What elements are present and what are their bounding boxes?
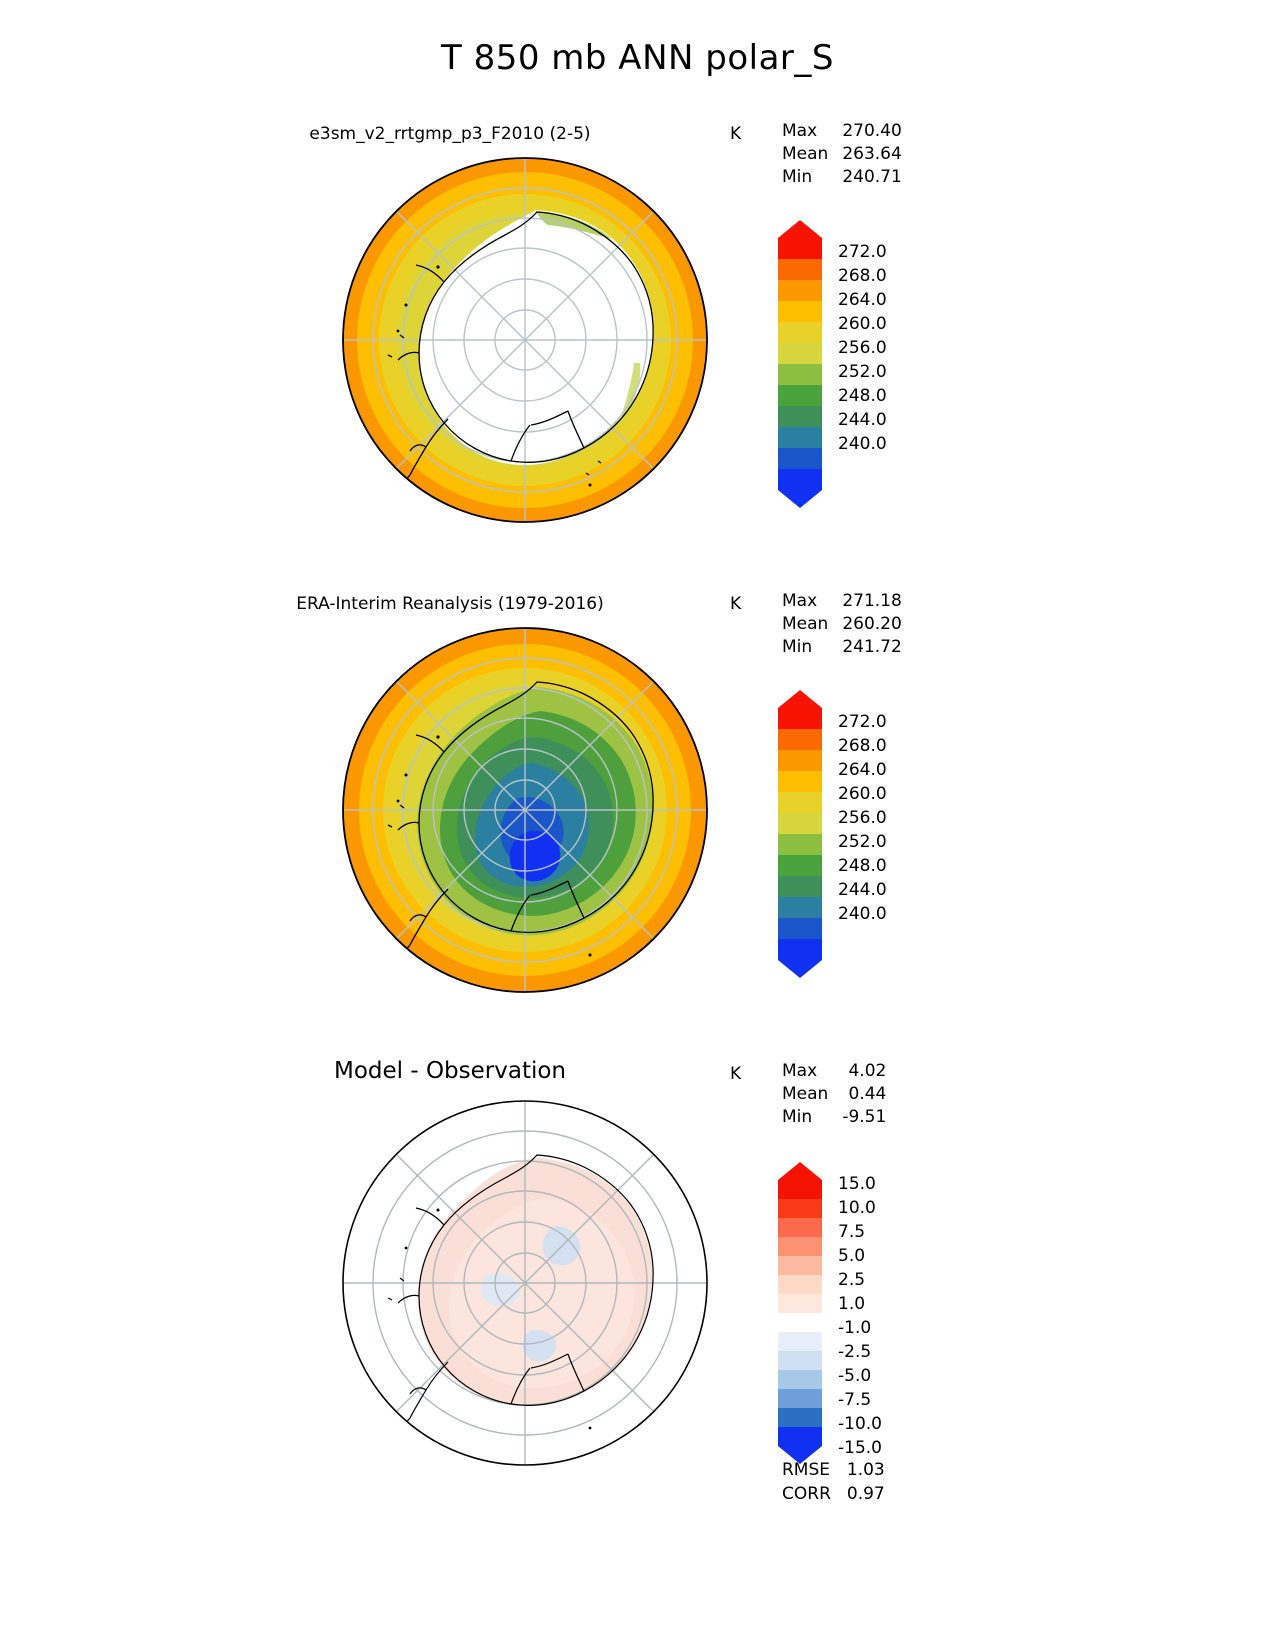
colorbar-extend-low xyxy=(778,960,822,978)
colorbar-segment xyxy=(778,469,822,490)
colorbar-segment xyxy=(778,238,822,259)
colorbar-tick: 15.0 xyxy=(838,1174,876,1194)
colorbar-segment xyxy=(778,1294,822,1313)
colorbar-tick: 1.0 xyxy=(838,1294,866,1314)
colorbar-segment xyxy=(778,280,822,301)
colorbar-segment xyxy=(778,427,822,448)
colorbar-tick: 240.0 xyxy=(838,904,887,924)
colorbar-segment xyxy=(778,1256,822,1275)
colorbar-difference xyxy=(778,1162,822,1464)
colorbar-tick: 272.0 xyxy=(838,712,887,732)
colorbar-tick: 248.0 xyxy=(838,856,887,876)
colorbar-segment xyxy=(778,301,822,322)
stat-value: 241.72 xyxy=(842,637,902,657)
colorbar-segment xyxy=(778,259,822,280)
stat-row xyxy=(782,166,902,189)
colorbar-segment xyxy=(778,939,822,960)
panel-observation-title: ERA-Interim Reanalysis (1979-2016) xyxy=(296,594,604,614)
stat-value: 0.97 xyxy=(846,1484,885,1504)
stat-label: Max xyxy=(782,1061,818,1081)
stat-label: CORR xyxy=(782,1484,831,1504)
colorbar-tick: 252.0 xyxy=(838,362,887,382)
stat-row xyxy=(782,1458,885,1482)
panel-model xyxy=(0,110,1275,565)
stat-value: -9.51 xyxy=(842,1107,887,1127)
polar-map-model xyxy=(340,155,710,525)
stat-row xyxy=(782,1083,886,1106)
panel-model-stats xyxy=(782,120,902,189)
colorbar-tick: 260.0 xyxy=(838,784,887,804)
page-title: T 850 mb ANN polar_S xyxy=(441,38,834,78)
colorbar-tick: 260.0 xyxy=(838,314,887,334)
colorbar-segment xyxy=(778,708,822,729)
colorbar-segment xyxy=(778,364,822,385)
colorbar-tick: 272.0 xyxy=(838,242,887,262)
colorbar-segment xyxy=(778,1218,822,1237)
stat-label: Max xyxy=(782,591,818,611)
stat-row xyxy=(782,636,902,659)
colorbar-segment xyxy=(778,792,822,813)
colorbar-difference-labels xyxy=(838,1172,882,1460)
colorbar-tick: 2.5 xyxy=(838,1270,866,1290)
colorbar-segment xyxy=(778,729,822,750)
colorbar-segment xyxy=(778,448,822,469)
colorbar-tick: -15.0 xyxy=(838,1438,882,1458)
stat-value: 0.44 xyxy=(848,1084,887,1104)
colorbar-tick: -10.0 xyxy=(838,1414,882,1434)
stat-label: Min xyxy=(782,167,813,187)
panel-difference-footer-stats xyxy=(782,1458,885,1506)
colorbar-model xyxy=(778,220,822,508)
panel-difference-stats xyxy=(782,1060,886,1129)
colorbar-tick: 244.0 xyxy=(838,410,887,430)
stat-label: Mean xyxy=(782,1084,829,1104)
stat-label: Mean xyxy=(782,614,829,634)
colorbar-tick: 256.0 xyxy=(838,338,887,358)
colorbar-segment xyxy=(778,897,822,918)
colorbar-segment xyxy=(778,1332,822,1351)
colorbar-segment xyxy=(778,1351,822,1370)
stat-label: Min xyxy=(782,1107,813,1127)
colorbar-segment xyxy=(778,1408,822,1427)
stat-label: Min xyxy=(782,637,813,657)
stat-value: 263.64 xyxy=(842,144,902,164)
colorbar-tick: 264.0 xyxy=(838,290,887,310)
colorbar-segment xyxy=(778,834,822,855)
panel-difference xyxy=(0,1050,1275,1570)
colorbar-extend-high xyxy=(778,1162,822,1180)
colorbar-tick: 10.0 xyxy=(838,1198,876,1218)
colorbar-segment xyxy=(778,771,822,792)
colorbar-tick: -1.0 xyxy=(838,1318,872,1338)
panel-model-title: e3sm_v2_rrtgmp_p3_F2010 (2-5) xyxy=(309,124,591,144)
colorbar-observation-labels xyxy=(838,710,887,926)
stat-value: 260.20 xyxy=(842,614,902,634)
colorbar-segment xyxy=(778,1180,822,1199)
colorbar-tick: 5.0 xyxy=(838,1246,866,1266)
stat-row xyxy=(782,143,902,166)
colorbar-extend-high xyxy=(778,690,822,708)
stat-row xyxy=(782,1106,886,1129)
stat-label: Max xyxy=(782,121,818,141)
stat-label: RMSE xyxy=(782,1460,831,1480)
panel-observation-unit: K xyxy=(730,594,742,614)
colorbar-tick: -2.5 xyxy=(838,1342,872,1362)
colorbar-tick: 264.0 xyxy=(838,760,887,780)
colorbar-tick: 268.0 xyxy=(838,266,887,286)
stat-row xyxy=(782,613,902,636)
colorbar-segment xyxy=(778,1275,822,1294)
stat-value: 271.18 xyxy=(842,591,902,611)
panel-observation-stats xyxy=(782,590,902,659)
colorbar-tick: 252.0 xyxy=(838,832,887,852)
stat-label: Mean xyxy=(782,144,829,164)
stat-row xyxy=(782,120,902,143)
colorbar-segment xyxy=(778,343,822,364)
colorbar-segment xyxy=(778,813,822,834)
stat-row xyxy=(782,1482,885,1506)
colorbar-segment xyxy=(778,1427,822,1446)
panel-observation xyxy=(0,580,1275,1035)
colorbar-tick: 244.0 xyxy=(838,880,887,900)
colorbar-segment xyxy=(778,385,822,406)
colorbar-tick: -5.0 xyxy=(838,1366,872,1386)
stat-value: 4.02 xyxy=(848,1061,887,1081)
colorbar-segment xyxy=(778,1237,822,1256)
colorbar-observation xyxy=(778,690,822,978)
colorbar-tick: 256.0 xyxy=(838,808,887,828)
colorbar-segment xyxy=(778,1313,822,1332)
polar-map-observation xyxy=(340,625,710,995)
stat-row xyxy=(782,590,902,613)
colorbar-tick: 268.0 xyxy=(838,736,887,756)
colorbar-segment xyxy=(778,876,822,897)
stat-row xyxy=(782,1060,886,1083)
panel-difference-unit: K xyxy=(730,1064,742,1084)
colorbar-segment xyxy=(778,322,822,343)
colorbar-tick: 7.5 xyxy=(838,1222,866,1242)
panel-model-unit: K xyxy=(730,124,742,144)
colorbar-model-labels xyxy=(838,240,887,456)
stat-value: 270.40 xyxy=(842,121,902,141)
colorbar-segment xyxy=(778,1199,822,1218)
stat-value: 240.71 xyxy=(842,167,902,187)
polar-map-difference xyxy=(340,1098,710,1468)
colorbar-segment xyxy=(778,406,822,427)
colorbar-segment xyxy=(778,918,822,939)
colorbar-tick: 240.0 xyxy=(838,434,887,454)
colorbar-segment xyxy=(778,1389,822,1408)
colorbar-extend-high xyxy=(778,220,822,238)
stat-value: 1.03 xyxy=(846,1460,885,1480)
panel-difference-title: Model - Observation xyxy=(333,1058,567,1084)
colorbar-extend-low xyxy=(778,490,822,508)
colorbar-tick: 248.0 xyxy=(838,386,887,406)
colorbar-segment xyxy=(778,1370,822,1389)
colorbar-segment xyxy=(778,855,822,876)
colorbar-tick: -7.5 xyxy=(838,1390,872,1410)
colorbar-segment xyxy=(778,750,822,771)
